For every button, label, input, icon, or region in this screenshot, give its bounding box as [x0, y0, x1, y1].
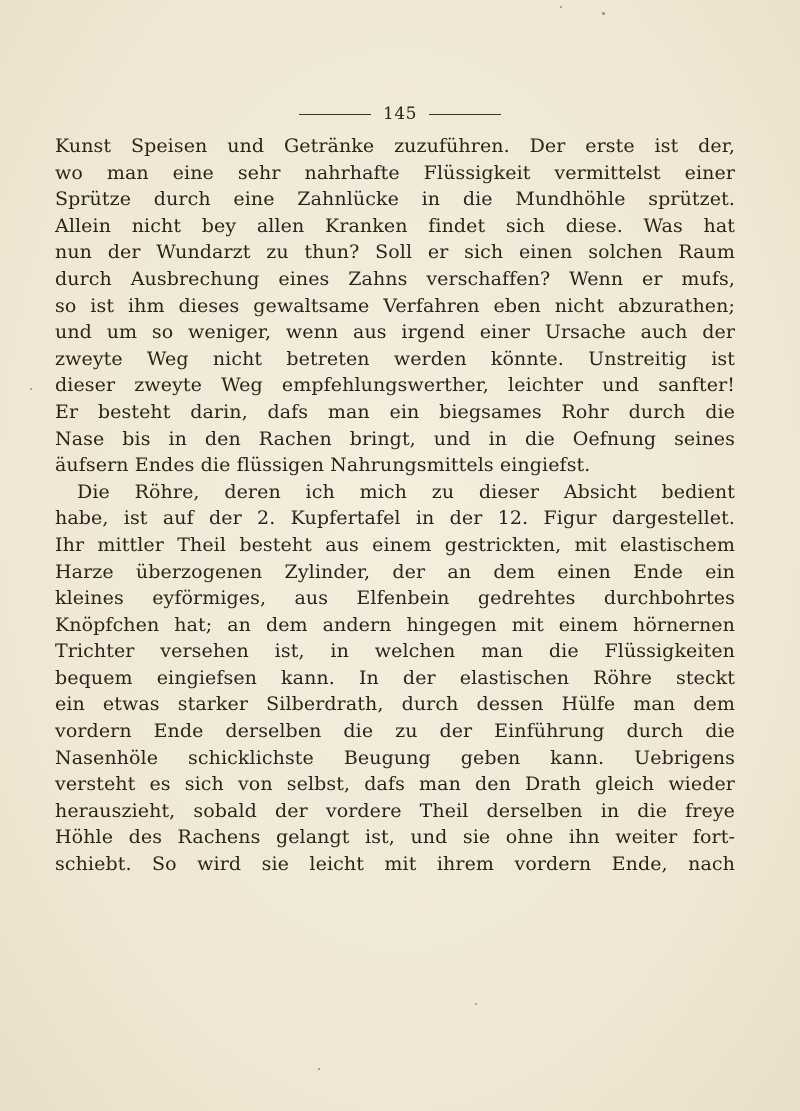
text-line: Nasenhöle schicklichste Beugung geben kann. Uebrigens [55, 746, 735, 769]
body-text [55, 133, 735, 878]
text-line: Trichter versehen ist, in welchen man die Flüssigkeiten [55, 640, 735, 663]
text-line: kleines eyförmiges, aus Elfenbein gedrehtes durchbohrtes [55, 587, 735, 610]
page-number: 145 [383, 104, 417, 124]
text-line: zweyte Weg nicht betreten werden könnte. Unstreitig ist [55, 347, 735, 370]
text-line: so ist ihm dieses gewaltsame Verfahren eben nicht abzurathen; [55, 294, 735, 317]
header-rule-right [429, 114, 501, 115]
text-line: herauszieht, sobald der vordere Theil derselben in die freye [55, 799, 735, 822]
paragraph-start-line: Die Röhre, deren ich mich zu dieser Absicht bedient [77, 480, 735, 503]
text-line: bequem eingiefsen kann. In der elastischen Röhre steckt [55, 666, 735, 689]
text-line: Knöpfchen hat; an dem andern hingegen mit einem hörnernen [55, 613, 735, 636]
text-line: versteht es sich von selbst, dafs man den Drath gleich wieder [55, 773, 735, 796]
text-line: Kunst Speisen und Getränke zuzuführen. Der erste ist der, [55, 135, 735, 157]
text-line: Er besteht darin, dafs man ein biegsames Rohr durch die [55, 400, 735, 423]
text-line: Allein nicht bey allen Kranken findet sich diese. Was hat [55, 214, 735, 237]
text-line: Sprütze durch eine Zahnlücke in die Mundhöhle sprützet. [55, 188, 735, 211]
text-line: wo man eine sehr nahrhafte Flüssigkeit vermittelst einer [55, 161, 735, 184]
header-rule-left [299, 114, 371, 115]
text-line: Höhle des Rachens gelangt ist, und sie ohne ihn weiter fort- [55, 826, 735, 849]
text-line: habe, ist auf der 2. Kupfertafel in der 12. Figur dargestellet. [55, 507, 735, 530]
text-line: äufsern Endes die flüssigen Nahrungsmittels eingiefst. [55, 454, 591, 477]
page-header [0, 104, 800, 124]
text-line: schiebt. So wird sie leicht mit ihrem vordern Ende, nach [55, 853, 735, 876]
text-line: durch Ausbrechung eines Zahns verschaffen? Wenn er mufs, [55, 267, 735, 290]
text-line: und um so weniger, wenn aus irgend einer Ursache auch der [55, 321, 735, 344]
text-line: ein etwas starker Silberdrath, durch dessen Hülfe man dem [55, 693, 735, 716]
text-line: Ihr mittler Theil besteht aus einem gestrickten, mit elastischem [55, 533, 735, 556]
text-line: dieser zweyte Weg empfehlungswerther, leichter und sanfter! [55, 374, 735, 397]
text-line: Nase bis in den Rachen bringt, und in die Oefnung seines [55, 427, 735, 450]
text-line: nun der Wundarzt zu thun? Soll er sich einen solchen Raum [55, 241, 735, 264]
text-line: Harze überzogenen Zylinder, der an dem einen Ende ein [55, 560, 735, 583]
text-line: vordern Ende derselben die zu der Einführung durch die [55, 720, 735, 743]
